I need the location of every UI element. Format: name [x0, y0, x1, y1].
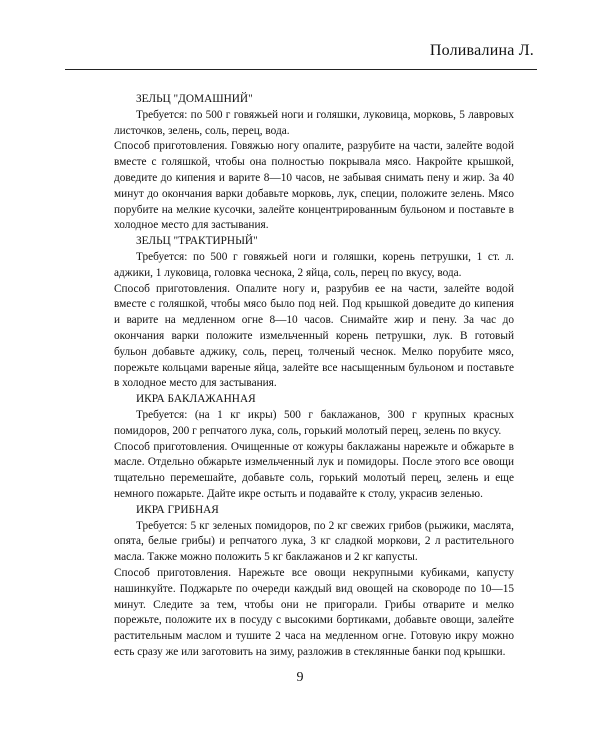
page-number: 9	[296, 670, 304, 685]
header-rule	[65, 69, 537, 70]
recipe-requirements: Требуется: по 500 г говяжьей ноги и голяшки, луковица, морковь, 5 лавровых листочков, зелень, соль, перец, вода.	[114, 108, 514, 137]
recipe-method: Способ приготовления. Опалите ногу и, разрубив ее на части, залейте водой вместе с голяшкой, чтобы мясо было под ней. Под крышкой доведите до кипения и варите на медленном огне 8—10 часов. Снимайте жир и пену. За час до окончания варки положите измельченный корень петрушки, лук. В готовый бульон добавьте аджику, соль, перец, толченый чеснок. Мелко порубите мясо, порежьте кольцами вареные яйца, залейте все насыщенным бульоном и поставьте в холодное место для застывания.	[114, 282, 514, 390]
recipe-title: ИКРА БАКЛАЖАННАЯ	[136, 393, 256, 406]
recipe-title: ЗЕЛЬЦ "ТРАКТИРНЫЙ"	[136, 235, 258, 248]
recipe-ikra-gribnaya	[114, 503, 514, 661]
recipe-method: Способ приготовления. Говяжью ногу опалите, разрубите на части, залейте водой вместе с голяшкой, чтобы она полностью покрывала мясо. Накройте крышкой, доведите до кипения и варите 8—10 часов, не забывая снимать пену и жир. За 40 минут до окончания варки добавьте морковь, лук, специи, положите зелень. Мясо порубите на мелкие кусочки, залейте концентрированным бульоном и поставьте в холодное место для застывания.	[114, 140, 514, 232]
recipe-method: Способ приготовления. Нарежьте все овощи некрупными кубиками, капусту нашинкуйте. Поджарьте по очереди каждый вид овощей на сковороде по 10—15 минут. Следите за тем, чтобы они не пригорали. Грибы отварите и мелко порежьте, положите их в посуду с высокими бортиками, добавьте овощи, залейте растительным маслом и тушите 2 часа на медленном огне. Готовую икру можно есть сразу же или заготовить на зиму, разложив в стеклянные банки под крышки.	[114, 566, 514, 658]
recipe-ikra-baklazhannaya	[114, 392, 514, 503]
recipe-title: ИКРА ГРИБНАЯ	[136, 503, 219, 516]
recipe-requirements: Требуется: (на 1 кг икры) 500 г баклажанов, 300 г крупных красных помидоров, 200 г репчатого лука, соль, горький молотый перец, зелень по вкусу.	[114, 408, 514, 437]
recipe-title: ЗЕЛЬЦ "ДОМАШНИЙ"	[136, 93, 253, 105]
recipe-zelts-traktirnyy	[114, 234, 514, 392]
recipe-zelts-domashniy	[114, 92, 514, 234]
recipe-requirements: Требуется: по 500 г говяжьей ноги и голяшки, корень петрушки, 1 ст. л. аджики, 1 луковица, головка чеснока, 2 яйца, соль, перец по вкусу, вода.	[114, 250, 514, 279]
header-author: Поливалина Л.	[429, 42, 534, 59]
recipe-requirements: Требуется: 5 кг зеленых помидоров, по 2 кг свежих грибов (рыжики, маслята, опята, белые грибы) и репчатого лука, 3 кг сладкой моркови, 2 л растительного масла. Также можно положить 5 кг баклажанов и 2 кг капусты.	[114, 519, 514, 564]
page-body	[114, 92, 514, 661]
recipe-method: Способ приготовления. Очищенные от кожуры баклажаны нарежьте и обжарьте в масле. Отдельно обжарьте измельченный лук и помидоры. После этого все овощи тщательно перемешайте, добавьте соль, горький молотый перец, зелень и еще немного пожарьте. Дайте икре остыть и подавайте к столу, украсив зеленью.	[114, 440, 514, 500]
